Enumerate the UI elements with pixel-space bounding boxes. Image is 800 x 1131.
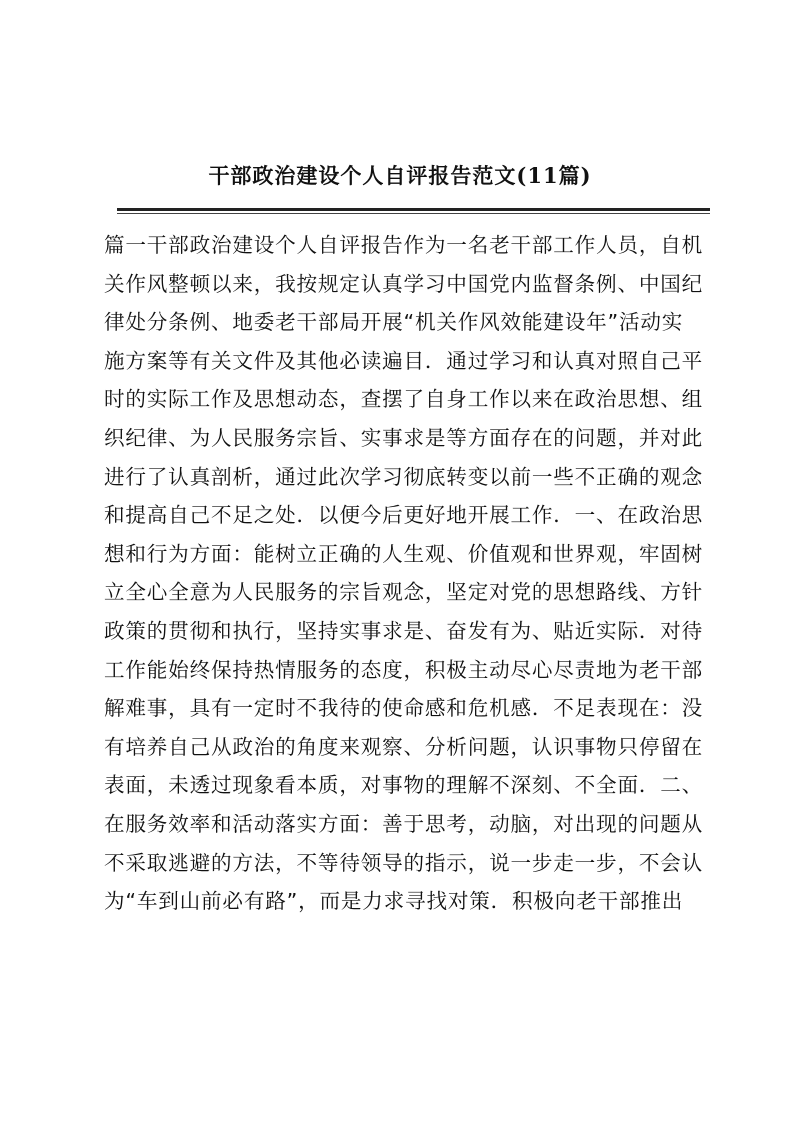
body-line: 立全心全意为人民服务的宗旨观念，坚定对党的思想路线、方针: [104, 580, 704, 605]
body-line: 在服务效率和活动落实方面：善于思考，动脑，对出现的问题从: [104, 811, 704, 836]
body-line: 想和行为方面：能树立正确的人生观、价值观和世界观，牢固树: [104, 541, 704, 566]
body-line: 篇一干部政治建设个人自评报告作为一名老干部工作人员，自机: [104, 233, 704, 257]
body-line: 施方案等有关文件及其他必读遍目．通过学习和认真对照自己平: [104, 348, 704, 373]
body-line: 不采取逃避的方法，不等待领导的指示，说一步走一步，不会认: [104, 850, 704, 875]
body-line: 织纪律、为人民服务宗旨、实事求是等方面存在的问题，并对此: [104, 425, 704, 450]
title-divider-thick: [117, 208, 710, 211]
body-line: 政策的贯彻和执行，坚持实事求是、奋发有为、贴近实际．对待: [104, 618, 704, 643]
body-line: 表面，未透过现象看本质，对事物的理解不深刻、不全面．二、: [104, 773, 704, 798]
body-text: [104, 226, 724, 921]
body-line: 工作能始终保持热情服务的态度，积极主动尽心尽责地为老干部: [104, 657, 704, 682]
document-title: 干部政治建设个人自评报告范文(11篇): [208, 163, 592, 188]
body-line: 时的实际工作及思想动态，查摆了自身工作以来在政治思想、组: [104, 387, 704, 412]
body-line: 关作风整顿以来，我按规定认真学习中国党内监督条例、中国纪: [104, 271, 704, 296]
title-divider-thin: [117, 213, 710, 214]
body-line: 和提高自己不足之处．以便今后更好地开展工作．一、在政治思: [104, 503, 704, 528]
body-line: 进行了认真剖析，通过此次学习彻底转变以前一些不正确的观念: [104, 464, 704, 489]
body-line: 解难事，具有一定时不我待的使命感和危机感．不足表现在：没: [104, 696, 704, 721]
body-line: 律处分条例、地委老干部局开展“机关作风效能建设年”活动实: [104, 310, 684, 335]
body-line: 有培养自己从政治的角度来观察、分析问题，认识事物只停留在: [104, 734, 704, 759]
body-line: 为“车到山前必有路”，而是力求寻找对策．积极向老干部推出: [104, 889, 684, 914]
